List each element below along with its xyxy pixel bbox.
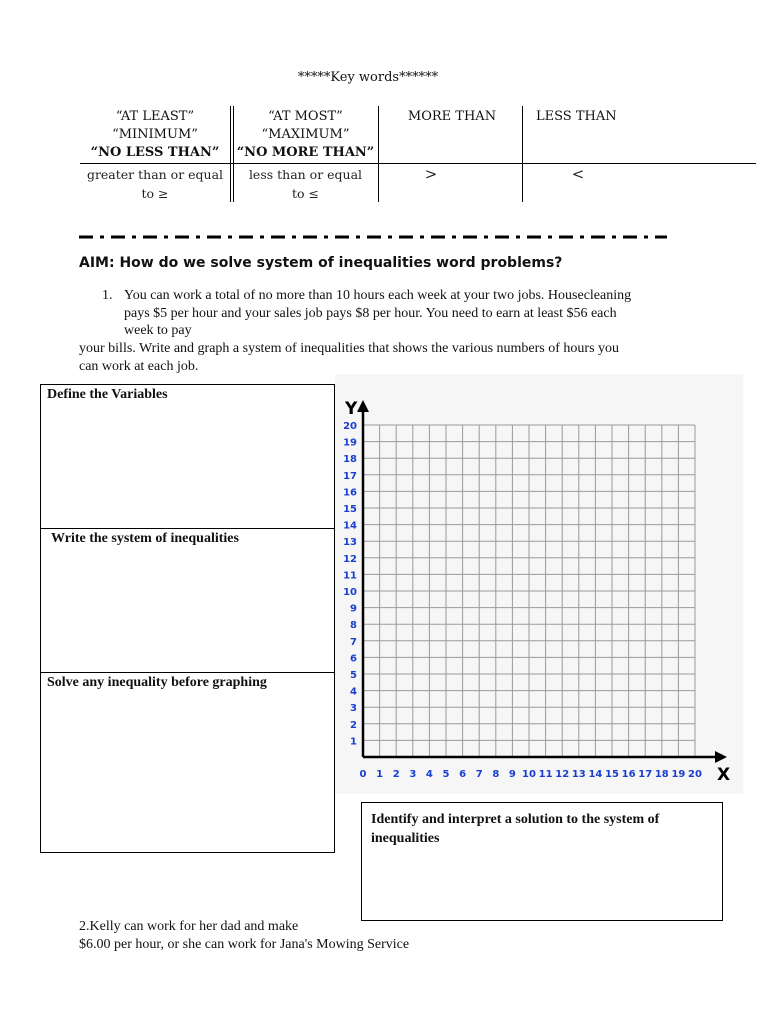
meaning-greater-equal-symbol: to ≥ bbox=[141, 186, 169, 201]
problem-2-line: $6.00 per hour, or she can work for Jana's Mowing Service bbox=[79, 936, 410, 952]
problem-1-continuation bbox=[79, 340, 719, 375]
table-divider bbox=[230, 106, 231, 202]
symbol-greater-than: > bbox=[424, 165, 438, 183]
x-tick-label: 5 bbox=[442, 769, 450, 780]
table-divider bbox=[233, 106, 234, 202]
identify-label-line: inequalities bbox=[371, 831, 440, 846]
y-tick-label: 9 bbox=[350, 603, 357, 615]
x-tick-label: 16 bbox=[621, 769, 636, 780]
y-tick-label: 17 bbox=[343, 470, 357, 482]
problem-1-number: 1. bbox=[102, 288, 113, 303]
x-tick-label: 14 bbox=[588, 769, 603, 780]
write-system-area[interactable] bbox=[41, 549, 334, 671]
solve-inequality-label: Solve any inequality before graphing bbox=[47, 675, 267, 690]
identify-label-line: Identify and interpret a solution to the system of bbox=[371, 812, 660, 827]
keyword-minimum: “MINIMUM” bbox=[112, 127, 198, 142]
y-axis-label: Y bbox=[345, 399, 358, 419]
keyword-no-less-than: “NO LESS THAN” bbox=[90, 145, 220, 160]
x-axis-arrow-icon bbox=[715, 751, 727, 763]
meaning-less-equal bbox=[233, 165, 378, 203]
table-row-divider bbox=[80, 163, 756, 164]
meaning-less-equal-symbol: to ≤ bbox=[292, 186, 319, 201]
meaning-greater-equal-text: greater than or equal bbox=[86, 167, 224, 182]
x-tick-label: 19 bbox=[671, 769, 686, 780]
keyword-at-least: “AT LEAST” bbox=[115, 109, 195, 124]
x-tick-label: 9 bbox=[508, 769, 516, 780]
y-axis-arrow-icon bbox=[357, 400, 369, 412]
y-tick-label: 2 bbox=[350, 719, 357, 731]
define-variables-area[interactable] bbox=[41, 405, 334, 527]
write-system-label: Write the system of inequalities bbox=[51, 531, 239, 546]
y-tick-label: 11 bbox=[343, 570, 357, 582]
coordinate-grid[interactable] bbox=[335, 374, 743, 794]
problem-1-text bbox=[124, 287, 684, 340]
problem-2-text bbox=[79, 918, 409, 953]
problem-1-line: pays $5 per hour and your sales job pays $8 per hour. You need to earn at least $56 each bbox=[124, 305, 617, 321]
y-tick-label: 7 bbox=[350, 636, 357, 648]
meaning-greater-equal bbox=[80, 165, 230, 203]
y-tick-label: 16 bbox=[343, 487, 357, 499]
y-tick-label: 5 bbox=[350, 670, 357, 681]
x-tick-label: 1 bbox=[376, 769, 384, 780]
x-tick-label: 15 bbox=[605, 769, 619, 780]
y-tick-label: 1 bbox=[350, 736, 357, 748]
x-tick-label: 12 bbox=[555, 769, 570, 780]
define-variables-label: Define the Variables bbox=[47, 387, 168, 402]
keyword-col-at-least bbox=[80, 108, 230, 162]
dash-dot-separator bbox=[79, 234, 667, 240]
keyword-less-than: LESS THAN bbox=[536, 109, 617, 124]
y-tick-label: 14 bbox=[343, 520, 357, 532]
box-divider bbox=[40, 528, 335, 529]
x-tick-label: 2 bbox=[392, 769, 400, 780]
problem-2-line: 2.Kelly can work for her dad and make bbox=[79, 919, 299, 934]
grid-lines bbox=[363, 425, 695, 757]
x-tick-label: 4 bbox=[425, 769, 433, 780]
x-tick-label: 7 bbox=[475, 769, 483, 780]
box-divider bbox=[40, 672, 335, 673]
keyword-col-at-most bbox=[233, 108, 378, 162]
x-tick-label: 17 bbox=[638, 769, 653, 780]
x-tick-label: 20 bbox=[688, 769, 702, 780]
y-tick-label: 6 bbox=[350, 653, 357, 665]
y-tick-label: 10 bbox=[343, 587, 357, 598]
y-tick-label: 4 bbox=[350, 686, 357, 698]
symbol-less-than: < bbox=[571, 165, 585, 183]
x-tick-label: 8 bbox=[492, 769, 500, 780]
x-axis-label: X bbox=[717, 765, 731, 785]
y-tick-label: 15 bbox=[343, 504, 357, 515]
x-tick-label: 6 bbox=[459, 769, 467, 780]
meaning-less-equal-text: less than or equal bbox=[248, 167, 363, 182]
keyword-maximum: “MAXIMUM” bbox=[261, 127, 350, 142]
y-tick-label: 13 bbox=[343, 537, 357, 549]
x-tick-label: 13 bbox=[571, 769, 586, 780]
identify-label bbox=[371, 810, 659, 848]
problem-1-line: can work at each job. bbox=[79, 358, 199, 374]
keyword-no-more-than: “NO MORE THAN” bbox=[236, 145, 375, 160]
solve-inequality-area[interactable] bbox=[41, 693, 334, 851]
x-tick-labels bbox=[360, 769, 702, 780]
y-tick-label: 8 bbox=[350, 620, 357, 632]
keywords-title: *****Key words****** bbox=[297, 70, 439, 85]
x-tick-label: 18 bbox=[654, 769, 669, 780]
problem-1-line: your bills. Write and graph a system of inequalities that shows the various numbers of hours you bbox=[79, 341, 620, 356]
x-tick-label: 0 bbox=[359, 769, 367, 780]
x-tick-label: 10 bbox=[522, 769, 536, 780]
problem-1-line: You can work a total of no more than 10 hours each week at your two jobs. Housecleaning bbox=[124, 288, 632, 303]
aim-heading: AIM: How do we solve system of inequalities word problems? bbox=[79, 255, 563, 271]
keyword-more-than: MORE THAN bbox=[407, 109, 497, 124]
y-tick-label: 18 bbox=[343, 454, 357, 466]
y-tick-label: 3 bbox=[350, 703, 357, 715]
keyword-at-most: “AT MOST” bbox=[268, 109, 343, 124]
x-tick-label: 3 bbox=[409, 769, 417, 780]
y-tick-label: 12 bbox=[343, 553, 357, 565]
y-tick-labels bbox=[343, 421, 357, 747]
y-tick-label: 19 bbox=[343, 437, 357, 449]
y-tick-label: 20 bbox=[343, 421, 357, 432]
problem-1-line: week to pay bbox=[124, 323, 192, 338]
x-tick-label: 11 bbox=[538, 769, 553, 780]
table-divider bbox=[522, 106, 523, 202]
table-divider bbox=[378, 106, 379, 202]
